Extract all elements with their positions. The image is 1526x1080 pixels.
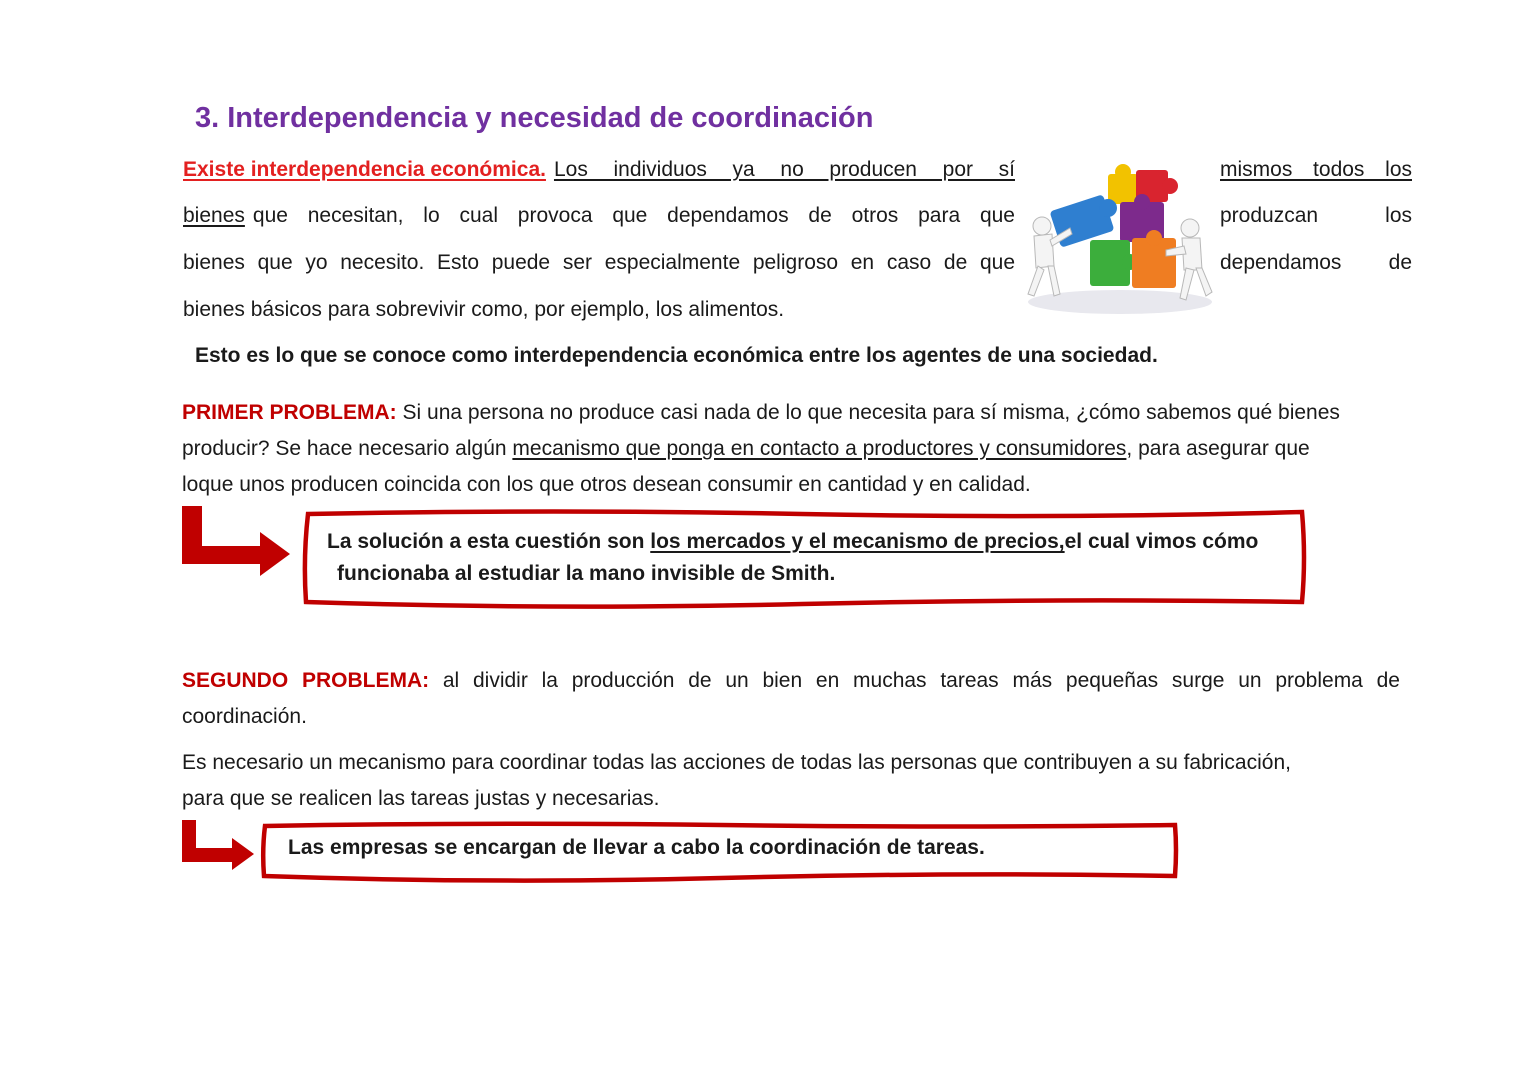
- puzzle-people-icon: [1020, 162, 1220, 322]
- intro-line-1: [183, 157, 1015, 183]
- problem2-text-1: al dividir la producción de un bien en muchas tareas más pequeñas surge un problema de: [442, 669, 1400, 692]
- problem1-line-1: [182, 400, 1340, 426]
- problem1-text-1: Si una persona no produce casi nada de lo que necesita para sí misma, ¿cómo sabemos qué bienes: [402, 401, 1340, 424]
- problem2-line-2: coordinación.: [182, 705, 307, 728]
- interdependence-summary: Esto es lo que se conoce como interdependencia económica entre los agentes de una sociedad.: [195, 344, 1158, 367]
- intro-line-2-rest: que necesitan, lo cual provoca que dependamos de otros para que: [252, 204, 1015, 227]
- problem1-line-2: [182, 436, 1310, 462]
- arrow-right-icon-2: [180, 818, 256, 872]
- solution1-line-1: [327, 529, 1258, 555]
- solution1-text-b: el cual vimos cómo: [1064, 530, 1259, 553]
- solution2-text: Las empresas se encargan de llevar a cabo la coordinación de tareas.: [288, 836, 985, 859]
- solution1-text-a: La solución a esta cuestión son: [327, 530, 645, 553]
- markets-underline: los mercados y el mecanismo de precios,: [650, 530, 1065, 553]
- solution1-box-border: [302, 508, 1308, 608]
- intro-line-4: bienes básicos para sobrevivir como, por ejemplo, los alimentos.: [183, 298, 785, 321]
- problem2-paragraph-line-2: para que se realicen las tareas justas y necesarias.: [182, 787, 660, 810]
- interdependence-highlight: Existe interdependencia económica.: [183, 158, 546, 181]
- problem2-label: SEGUNDO PROBLEMA:: [182, 669, 430, 692]
- problem1-line-3: loque unos producen coincida con los que otros desean consumir en cantidad y en calidad.: [182, 473, 1031, 496]
- intro-right-line-2: produzcan los: [1220, 204, 1412, 227]
- intro-right-line-1: mismos todos los: [1220, 158, 1412, 181]
- intro-line-1-rest: Los individuos ya no producen por sí: [553, 158, 1015, 181]
- intro-word-bienes: bienes: [183, 204, 245, 227]
- problem1-mechanism-underline: mecanismo que ponga en contacto a productores y consumidores: [512, 437, 1127, 460]
- problem2-paragraph-line-1: Es necesario un mecanismo para coordinar todas las acciones de todas las personas que contribuyen a su fabricación,: [182, 751, 1291, 774]
- arrow-right-icon: [180, 504, 292, 574]
- problem2-line-1: [182, 668, 1400, 694]
- section-title: 3. Interdependencia y necesidad de coordinación: [195, 102, 874, 134]
- problem1-text-2a: producir? Se hace necesario algún: [182, 437, 507, 460]
- intro-line-2: [183, 203, 1015, 229]
- intro-line-3: bienes que yo necesito. Esto puede ser especialmente peligroso en caso de que: [183, 251, 1015, 274]
- solution1-line-2: funcionaba al estudiar la mano invisible de Smith.: [337, 562, 836, 585]
- problem1-text-2b: , para asegurar que: [1126, 437, 1310, 460]
- intro-right-line-3: dependamos de: [1220, 251, 1412, 274]
- problem1-label: PRIMER PROBLEMA:: [182, 401, 397, 424]
